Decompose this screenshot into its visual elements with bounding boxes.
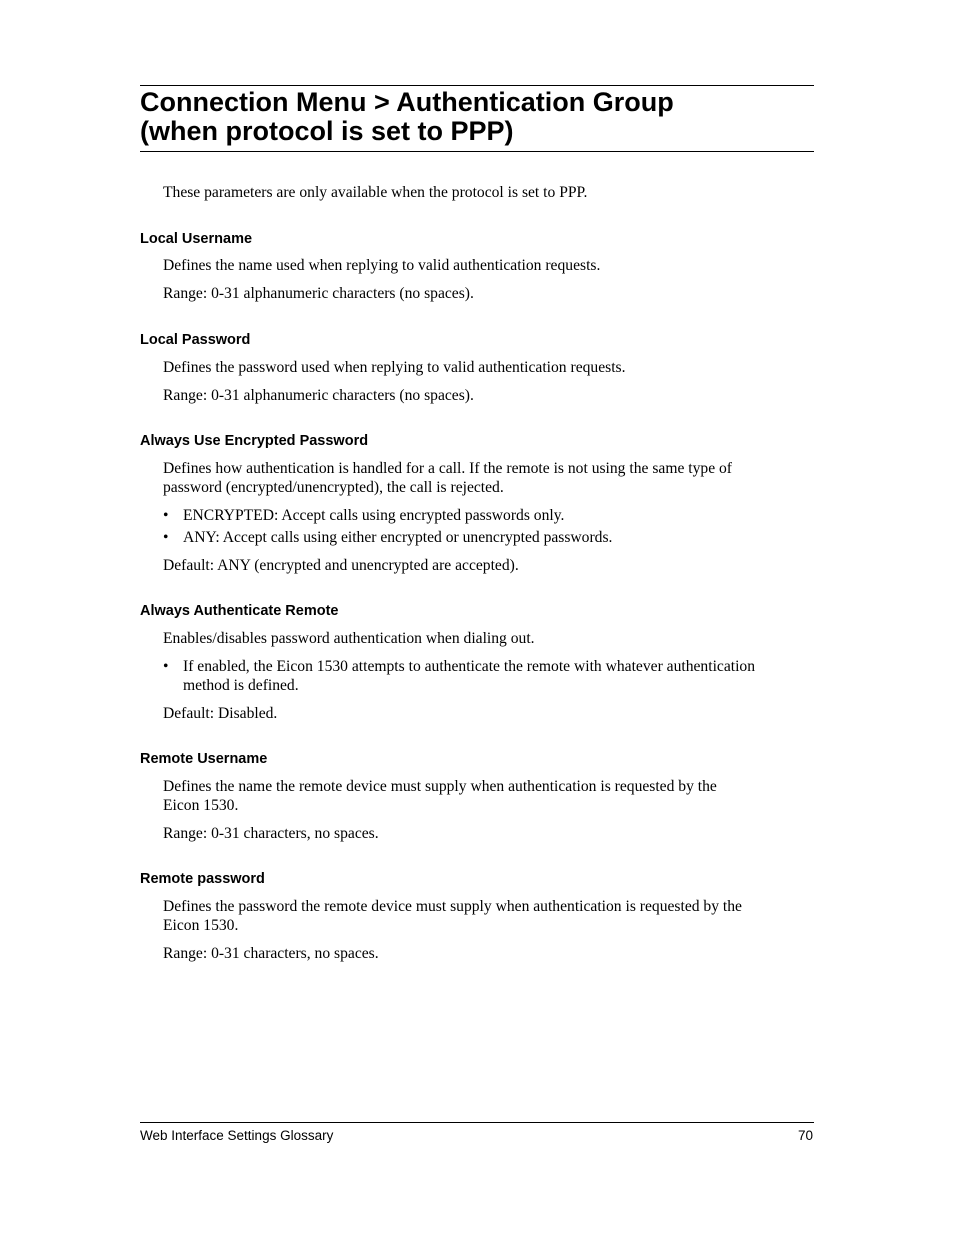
bullet-text-any: ANY: Accept calls using either encrypted or unencrypted passwords. (183, 529, 613, 546)
bullet-text-if-enabled-line-1: If enabled, the Eicon 1530 attempts to authenticate the remote with whatever authentication (183, 658, 755, 675)
list-item (163, 657, 813, 695)
always-authenticate-description: Enables/disables password authentication when dialing out. (163, 630, 535, 647)
heading-always-authenticate-remote: Always Authenticate Remote (140, 603, 339, 619)
always-authenticate-default: Default: Disabled. (163, 705, 278, 722)
heading-remote-username: Remote Username (140, 751, 268, 767)
heading-local-password: Local Password (140, 332, 251, 348)
bullet-text-if-enabled (183, 657, 813, 695)
footer-rule (140, 1122, 814, 1123)
bullet-icon: • (163, 658, 169, 675)
remote-password-description-line-2: Eicon 1530. (163, 917, 239, 934)
intro-paragraph: These parameters are only available when the protocol is set to PPP. (163, 184, 588, 201)
list-item (163, 528, 813, 547)
heading-always-use-encrypted-password: Always Use Encrypted Password (140, 433, 369, 449)
local-password-range: Range: 0-31 alphanumeric characters (no spaces). (163, 387, 474, 404)
remote-password-description-line-1: Defines the password the remote device must supply when authentication is requested by the (163, 898, 742, 915)
local-username-description: Defines the name used when replying to valid authentication requests. (163, 257, 601, 274)
local-username-range: Range: 0-31 alphanumeric characters (no spaces). (163, 285, 474, 302)
remote-password-description (163, 897, 813, 935)
remote-username-description (163, 777, 813, 815)
bullet-text-encrypted: ENCRYPTED: Accept calls using encrypted passwords only. (183, 507, 565, 524)
always-encrypted-description-line-1: Defines how authentication is handled for a call. If the remote is not using the same type of (163, 460, 733, 477)
remote-username-description-line-1: Defines the name the remote device must supply when authentication is requested by the (163, 778, 717, 795)
footer-document-title: Web Interface Settings Glossary (140, 1128, 334, 1143)
heading-local-username: Local Username (140, 231, 253, 247)
list-item (163, 506, 813, 525)
bullet-text-if-enabled-line-2: method is defined. (183, 677, 299, 694)
title-bottom-rule (140, 151, 814, 152)
local-password-description: Defines the password used when replying to valid authentication requests. (163, 359, 626, 376)
bullet-icon: • (163, 529, 169, 546)
always-encrypted-default: Default: ANY (encrypted and unencrypted are accepted). (163, 557, 519, 574)
footer-page-number: 70 (797, 1128, 813, 1143)
bullet-icon: • (163, 507, 169, 524)
page-title-line-2: (when protocol is set to PPP) (140, 116, 514, 146)
always-encrypted-description (163, 459, 813, 497)
remote-password-range: Range: 0-31 characters, no spaces. (163, 945, 379, 962)
remote-username-description-line-2: Eicon 1530. (163, 797, 239, 814)
page-title-line-1: Connection Menu > Authentication Group (140, 87, 674, 117)
remote-username-range: Range: 0-31 characters, no spaces. (163, 825, 379, 842)
page-title (140, 88, 814, 146)
heading-remote-password: Remote password (140, 871, 265, 887)
always-encrypted-description-line-2: password (encrypted/unencrypted), the call is rejected. (163, 479, 504, 496)
title-top-rule (140, 85, 814, 86)
